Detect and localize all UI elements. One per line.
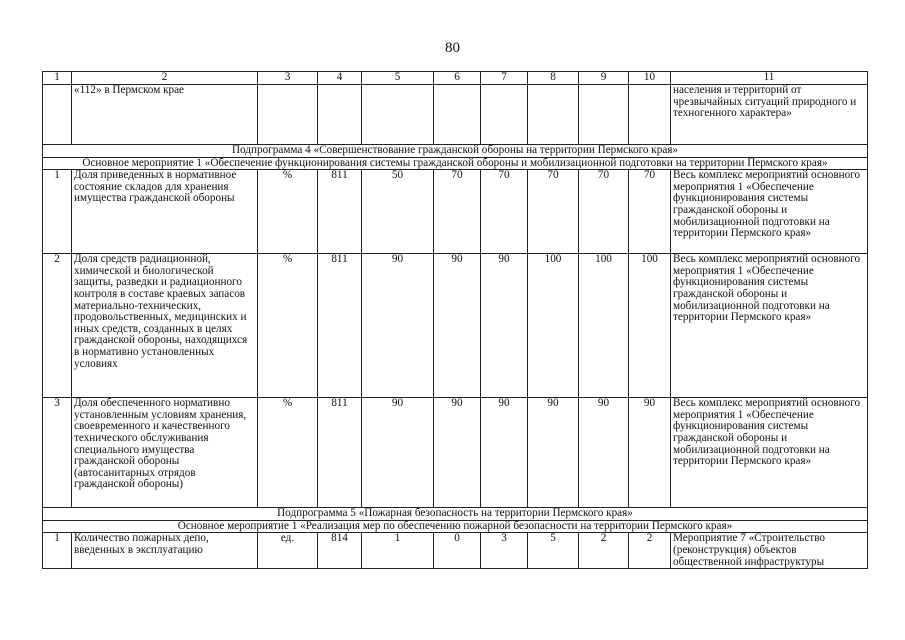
header-cell: 1 <box>43 72 72 85</box>
value-cell: 70 <box>579 170 629 254</box>
table-row <box>43 533 868 569</box>
value-cell: 90 <box>579 398 629 508</box>
value-cell: 100 <box>528 254 579 398</box>
related-measures: Весь комплекс мероприятий основного мероприятия 1 «Обеспечение функционирования системы гражданской обороны и мобилизационной подготовки на территории Пермского края» <box>671 170 868 254</box>
header-cell: 4 <box>318 72 362 85</box>
subprogram-title: Подпрограмма 5 «Пожарная безопасность на территории Пермского края» <box>43 508 868 521</box>
value-cell: 90 <box>362 254 434 398</box>
row-number: 2 <box>43 254 72 398</box>
header-cell: 9 <box>579 72 629 85</box>
indicator-name: Доля средств радиационной, химической и биологической защиты, разведки и радиационного контроля в составе краевых запасов материально-технических, продовольственных, медицинских и иных средств, созданных в целях гражданской обороны, находящихся в нормативно установленных условиях <box>72 254 258 398</box>
unit-cell: % <box>258 254 318 398</box>
header-cell: 10 <box>629 72 671 85</box>
header-cell: 11 <box>671 72 868 85</box>
measure-row <box>43 520 868 533</box>
indicators-table <box>42 71 868 569</box>
code-cell: 811 <box>318 170 362 254</box>
value-cell: 50 <box>362 170 434 254</box>
header-cell: 7 <box>481 72 528 85</box>
table-row <box>43 85 868 145</box>
value-cell: 70 <box>434 170 481 254</box>
table-row <box>43 398 868 508</box>
header-cell: 2 <box>72 72 258 85</box>
related-measures: Весь комплекс мероприятий основного мероприятия 1 «Обеспечение функционирования системы гражданской обороны и мобилизационной подготовки на территории Пермского края» <box>671 254 868 398</box>
header-cell: 3 <box>258 72 318 85</box>
subprogram-title: Подпрограмма 4 «Совершенствование гражданской обороны на территории Пермского края» <box>43 145 868 158</box>
indicator-name: Доля приведенных в нормативное состояние складов для хранения имущества гражданской обороны <box>72 170 258 254</box>
value-cell: 100 <box>579 254 629 398</box>
value-cell: 90 <box>362 398 434 508</box>
row-number: 1 <box>43 170 72 254</box>
unit-cell: ед. <box>258 533 318 569</box>
unit-cell: % <box>258 398 318 508</box>
subprogram-row <box>43 508 868 521</box>
value-cell: 2 <box>629 533 671 569</box>
subprogram-row <box>43 145 868 158</box>
value-cell: 90 <box>481 254 528 398</box>
row-number: 1 <box>43 533 72 569</box>
code-cell: 811 <box>318 254 362 398</box>
table-row <box>43 170 868 254</box>
measure-row <box>43 157 868 170</box>
value-cell: 90 <box>481 398 528 508</box>
indicator-name: Доля обеспеченного нормативно установленным условиям хранения, своевременного и качественного технического обслуживания специального имущества гражданской обороны (автосанитарных отрядов гражданской обороны) <box>72 398 258 508</box>
row-number: 3 <box>43 398 72 508</box>
value-cell: 70 <box>528 170 579 254</box>
value-cell: 3 <box>481 533 528 569</box>
header-cell: 8 <box>528 72 579 85</box>
value-cell: 90 <box>629 398 671 508</box>
page-number: 80 <box>445 40 460 56</box>
value-cell: 1 <box>362 533 434 569</box>
indicator-name: «112» в Пермском крае <box>72 85 258 145</box>
related-measures: населения и территорий от чрезвычайных ситуаций природного и техногенного характера» <box>671 85 868 145</box>
value-cell: 70 <box>481 170 528 254</box>
value-cell: 90 <box>434 254 481 398</box>
value-cell: 5 <box>528 533 579 569</box>
value-cell: 70 <box>629 170 671 254</box>
value-cell: 90 <box>528 398 579 508</box>
related-measures: Мероприятие 7 «Строительство (реконструкция) объектов общественной инфраструктуры <box>671 533 868 569</box>
header-cell: 5 <box>362 72 434 85</box>
code-cell: 811 <box>318 398 362 508</box>
value-cell: 100 <box>629 254 671 398</box>
value-cell: 2 <box>579 533 629 569</box>
related-measures: Весь комплекс мероприятий основного мероприятия 1 «Обеспечение функционирования системы гражданской обороны и мобилизационной подготовки на территории Пермского края» <box>671 398 868 508</box>
header-cell: 6 <box>434 72 481 85</box>
measure-title: Основное мероприятие 1 «Реализация мер по обеспечению пожарной безопасности на территории Пермского края» <box>43 520 868 533</box>
header-row <box>43 72 868 85</box>
unit-cell: % <box>258 170 318 254</box>
code-cell: 814 <box>318 533 362 569</box>
indicator-name: Количество пожарных депо, введенных в эксплуатацию <box>72 533 258 569</box>
value-cell: 0 <box>434 533 481 569</box>
table-row <box>43 254 868 398</box>
measure-title: Основное мероприятие 1 «Обеспечение функционирования системы гражданской обороны и мобилизационной подготовки на территории Пермского края» <box>43 157 868 170</box>
value-cell: 90 <box>434 398 481 508</box>
